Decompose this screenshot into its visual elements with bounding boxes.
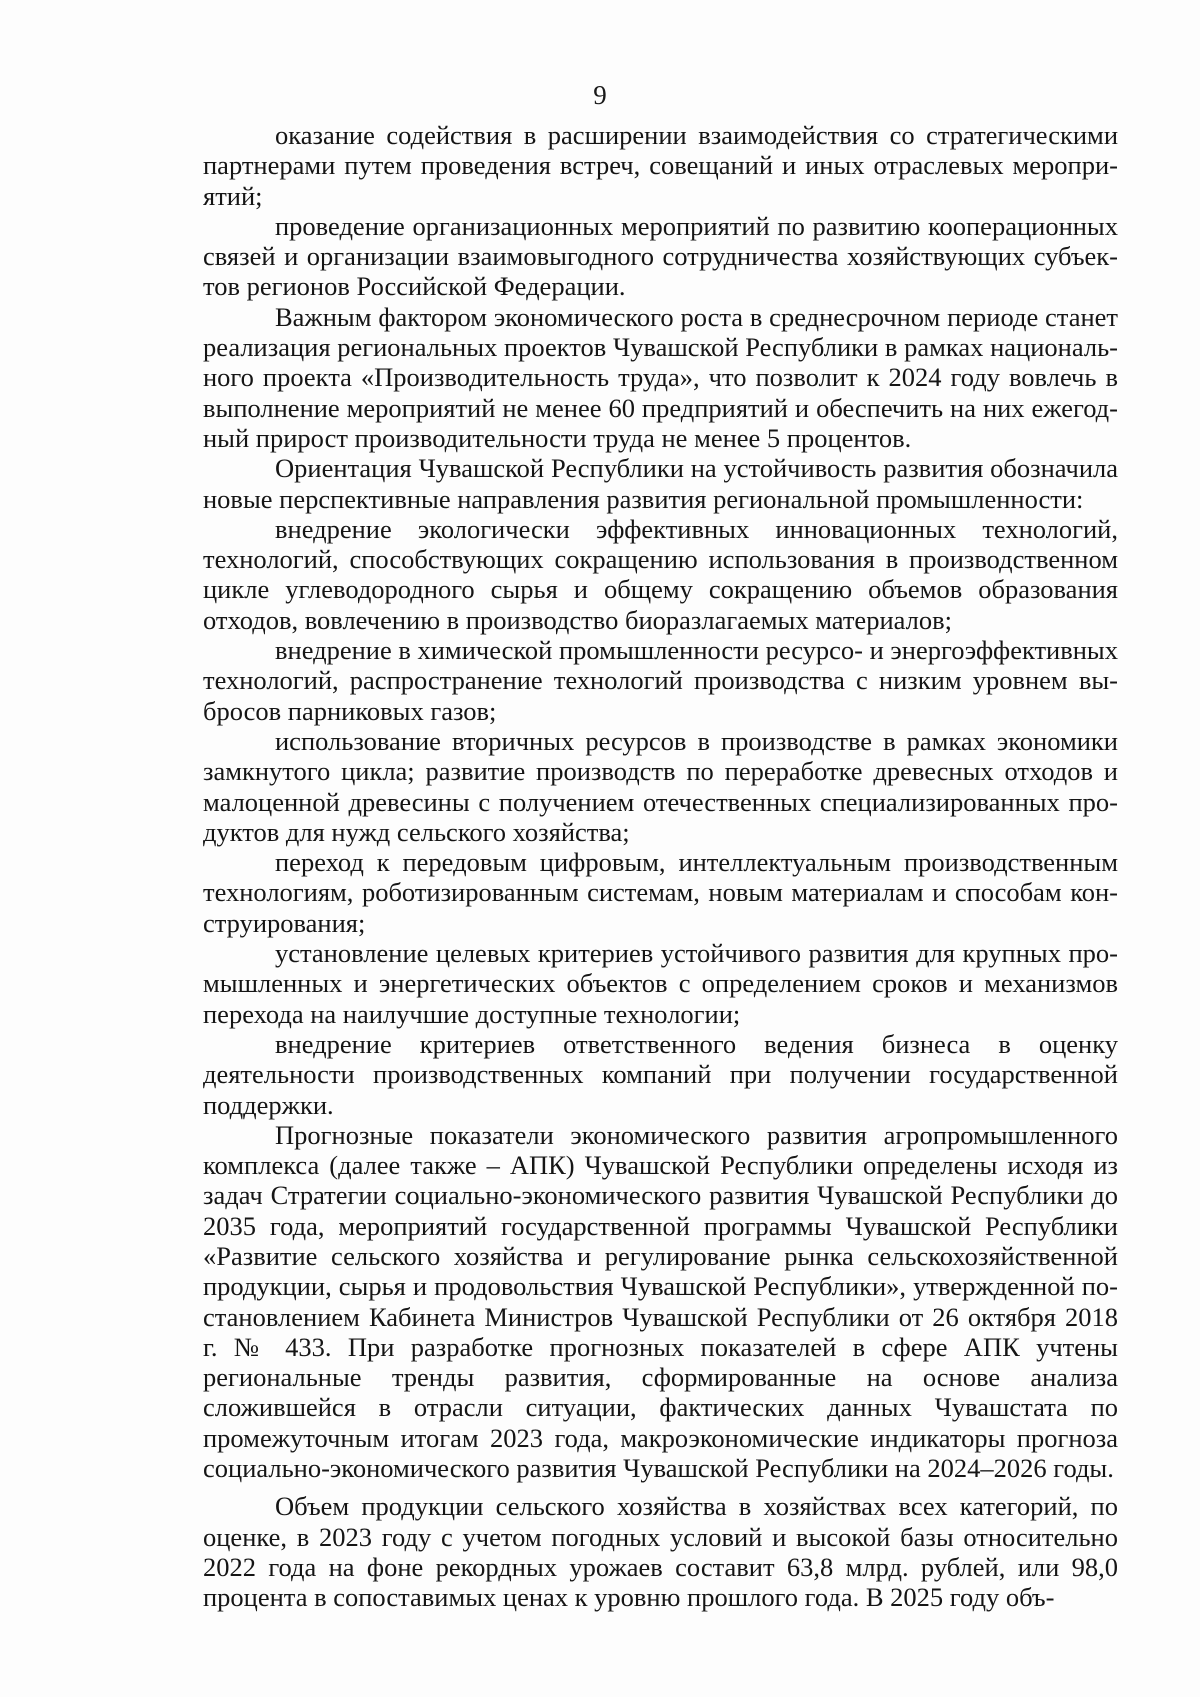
paragraph: внедрение критериев ответственного ведения бизнеса в оценку деятельности производственных компаний при получении государственной поддержки. [203, 1028, 1118, 1120]
page-number: 9 [593, 80, 607, 110]
paragraph: Объем продукции сельского хозяйства в хозяйствах всех категорий, по оценке, в 2023 году с учетом погодных условий и высокой базы относительно 2022 года на фоне рекордных урожаев составит 63,8 млрд. рублей, или 98,0 процента в сопоставимых ценах к уровню прошлого года. В 2025 году объ- [203, 1491, 1118, 1613]
paragraph: внедрение экологически эффективных инновационных технологий, технологий, способствующих сокращению использования в производственном цикле углеводородного сырья и общему сокращению объемов образования отходов, вовлечению в производство биоразлагаемых материалов; [203, 513, 1118, 635]
paragraph: внедрение в химической промышленности ресурсо- и энергоэффективных технологий, распространение технологий производства с низким уровнем выбросов парниковых газов; [203, 635, 1118, 726]
paragraph: переход к передовым цифровым, интеллектуальным производственным технологиям, роботизированным системам, новым материалам и способам конструирования; [203, 847, 1118, 938]
paragraph: Прогнозные показатели экономического развития агропромышленного комплекса (далее также – АПК) Чувашской Республики определены исходя из задач Стратегии социально-экономического развития Чувашской Республики до 2035 года, мероприятий государственной программы Чувашской Республики «Развитие сельского хозяйства и регулирование рынка сельскохозяйственной продукции, сырья и продовольствия Чувашской Республики», утвержденной постановлением Кабинета Министров Чувашской Республики от 26 октября 2018 г. № 433. При разработке прогнозных показателей в сфере АПК учтены региональные тренды развития, сформированные на основе анализа сложившейся в отрасли ситуации, фактических данных Чувашстата по промежуточным итогам 2023 года, макроэкономические индикаторы прогноза социально-экономического развития Чувашской Республики на 2024–2026 годы. [203, 1119, 1118, 1484]
document-body [203, 120, 1118, 1613]
paragraph: Ориентация Чувашской Республики на устойчивость развития обозначила новые перспективные направления развития региональной промышленности: [203, 453, 1118, 514]
paragraph: Важным фактором экономического роста в среднесрочном периоде станет реализация региональных проектов Чувашской Республики в рамках национального проекта «Производительность труда», что позволит к 2024 году вовлечь в выполнение мероприятий не менее 60 предприятий и обеспечить на них ежегодный прирост производительности труда не менее 5 процентов. [203, 301, 1118, 453]
paragraph: использование вторичных ресурсов в производстве в рамках экономики замкнутого цикла; развитие производств по переработке древесных отходов и малоценной древесины с получением отечественных специализированных продуктов для нужд сельского хозяйства; [203, 725, 1118, 847]
paragraph: установление целевых критериев устойчивого развития для крупных промышленных и энергетических объектов с определением сроков и механизмов перехода на наилучшие доступные технологии; [203, 938, 1118, 1029]
paragraph: оказание содействия в расширении взаимодействия со стратегическими партнерами путем проведения встреч, совещаний и иных отраслевых мероприятий; [203, 120, 1118, 211]
paragraph: проведение организационных мероприятий по развитию кооперационных связей и организации взаимовыгодного сотрудничества хозяйствующих субъектов регионов Российской Федерации. [203, 210, 1118, 302]
